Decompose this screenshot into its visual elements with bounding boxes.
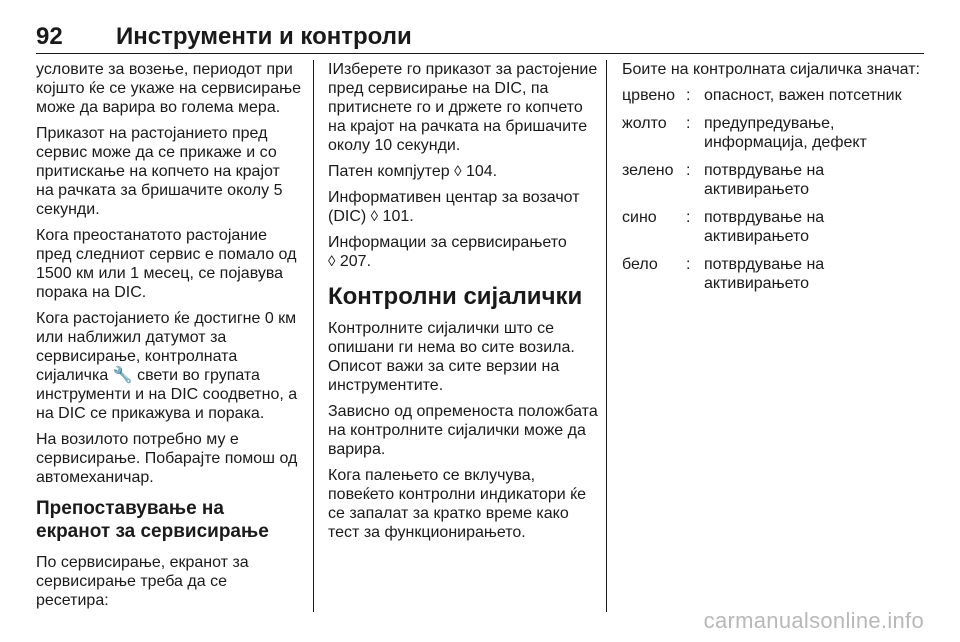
- separator: :: [686, 162, 691, 179]
- cross-reference[interactable]: [328, 233, 600, 271]
- paragraph: Контролните сијалички што се опишани ги нема во сите возила. Описот важи за сите верзии на инструментите.: [328, 320, 575, 394]
- color-name: зелено: [622, 162, 674, 179]
- column-divider-2: [606, 60, 607, 612]
- color-name: бело: [622, 256, 658, 273]
- paragraph-text: свети во групата инструменти и на DIC соодветно, а на DIC се прикажува и порака.: [36, 367, 298, 422]
- color-meaning: опасност, важен потсетник: [704, 87, 902, 104]
- separator: :: [686, 209, 691, 226]
- paragraph: Зависно од опременоста положбата на контролните сијалички може да варира.: [328, 403, 598, 458]
- reference-page: 101.: [382, 208, 414, 225]
- reference-text: Информативен центар за возачот (DIC): [328, 189, 580, 225]
- page-ref-icon: ◊: [454, 163, 462, 180]
- section-heading: Контролни сијалички: [328, 283, 583, 310]
- page-ref-icon: ◊: [328, 253, 336, 270]
- paragraph: условите за возење, периодот при којшто ќе се укаже на сервисирање може да варира во голема мера.: [36, 61, 301, 116]
- color-name: црвено: [622, 87, 676, 104]
- watermark: carmanualsonline.info: [703, 608, 924, 633]
- separator: :: [686, 87, 691, 104]
- table-row: [622, 161, 922, 208]
- color-meaning: потврдување на активирањето: [704, 209, 825, 245]
- paragraph: IИзберете го приказот за растојение пред сервисирање на DIC, па притиснете го и држете го копчето на крајот на рачката на бришачите околу 10 секунди.: [328, 61, 598, 154]
- reference-text: Информации за сервисирањето: [328, 234, 567, 251]
- separator: :: [686, 256, 691, 273]
- header-rule: [36, 53, 924, 54]
- color-meaning: потврдување на активирањето: [704, 162, 825, 198]
- table-row: [622, 255, 922, 302]
- paragraph-text: Кога растојанието ќе достигне 0 км или наближил датумот за сервисирање, контролната сијаличка: [36, 310, 297, 384]
- cross-reference[interactable]: [328, 162, 600, 181]
- paragraph: Кога палењето се вклучува, повеќето контролни индикатори ќе се запалат за кратко време како тест за функционирањето.: [328, 467, 587, 541]
- paragraph: Кога преостанатото растојание пред следниот сервис е помало од 1500 км или 1 месец, се појавува порака на DIC.: [36, 227, 297, 301]
- color-meaning: предупредување, информација, дефект: [704, 115, 867, 151]
- separator: :: [686, 115, 691, 132]
- paragraph: Боите на контролната сијаличка значат:: [622, 61, 920, 78]
- table-row: [622, 86, 922, 114]
- paragraph: По сервисирање, екранот за сервисирање треба да се ресетира:: [36, 554, 249, 609]
- paragraph: [36, 309, 302, 423]
- column-3: [622, 60, 922, 302]
- page-ref-icon: ◊: [370, 208, 379, 225]
- paragraph: Приказот на растојанието пред сервис може да се прикаже и со притискање на копчето на крајот на рачката за бришачите околу 5 секунди.: [36, 125, 283, 218]
- table-row: [622, 208, 922, 255]
- reference-page: 104.: [465, 163, 498, 180]
- table-row: [622, 114, 922, 161]
- color-meaning-table: [622, 86, 922, 302]
- wrench-icon: 🔧: [112, 367, 133, 384]
- page-header: [36, 22, 924, 52]
- column-2: [328, 60, 600, 549]
- cross-reference[interactable]: [328, 188, 600, 226]
- reference-page: 207.: [339, 253, 372, 270]
- column-divider-1: [313, 60, 314, 612]
- color-name: жолто: [622, 115, 667, 132]
- paragraph: На возилото потребно му е сервисирање. Побарајте помош од автомеханичар.: [36, 431, 298, 486]
- page-title: Инструменти и контроли: [116, 23, 412, 50]
- reference-text: Патен компјутер: [328, 163, 450, 180]
- color-meaning: потврдување на активирањето: [704, 256, 825, 292]
- section-heading: Препоставување на екранот за сервисирање: [36, 498, 269, 542]
- page-number: 92: [36, 23, 63, 50]
- column-1: [36, 60, 302, 617]
- color-name: сино: [622, 209, 657, 226]
